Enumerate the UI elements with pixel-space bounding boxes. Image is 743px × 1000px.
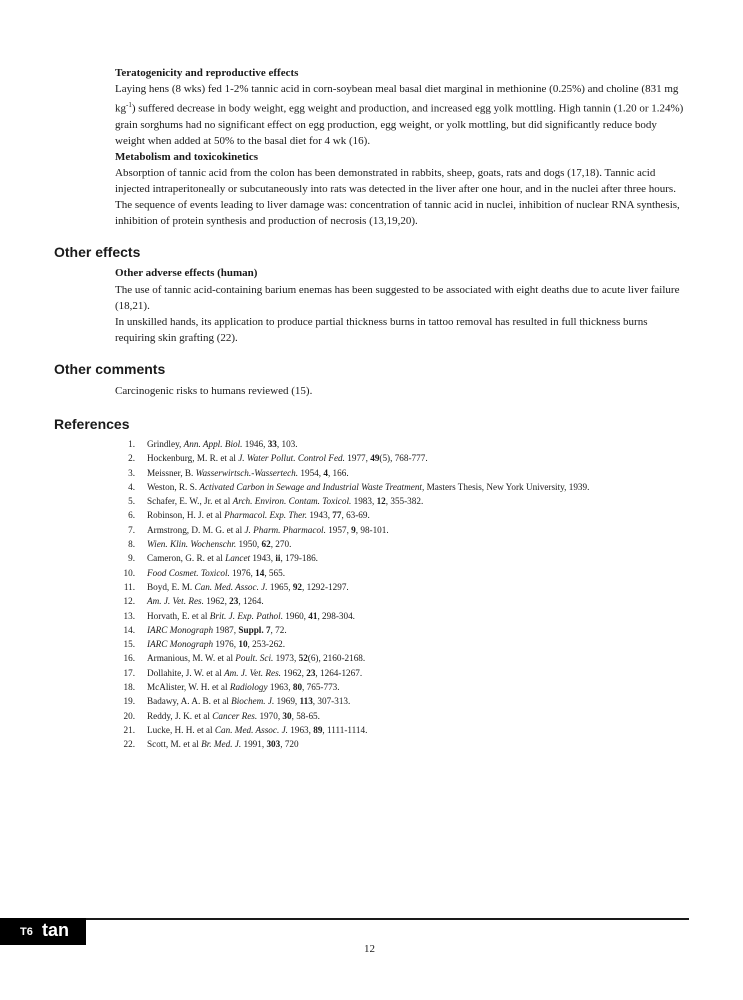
reference-text xyxy=(147,651,365,665)
reference-item xyxy=(115,637,715,651)
reference-item xyxy=(115,723,715,737)
reference-text xyxy=(147,709,320,723)
reference-number: 15. xyxy=(123,639,135,650)
reference-pages: , 765-773. xyxy=(302,682,340,693)
reference-year: 1954, xyxy=(298,467,324,478)
reference-authors: Badawy, A. A. B. et al xyxy=(147,696,232,707)
reference-journal: Poult. Sci. xyxy=(235,653,274,664)
reference-number: 19. xyxy=(123,696,135,707)
reference-number: 4. xyxy=(128,481,135,492)
reference-journal: Cancer Res. xyxy=(212,710,258,721)
reference-item xyxy=(115,566,715,580)
reference-journal: Food Cosmet. Toxicol. xyxy=(147,567,230,578)
reference-pages: , 1264-1267. xyxy=(315,667,363,678)
reference-text xyxy=(147,609,355,623)
reference-volume: 14 xyxy=(255,567,265,578)
reference-text xyxy=(147,694,350,708)
reference-text xyxy=(147,637,285,651)
reference-text xyxy=(147,623,287,637)
reference-pages: , 98-101. xyxy=(355,524,389,535)
teratogenicity-text-part1: Laying hens (8 wks) fed 1-2% tannic acid in corn-soybean meal basal diet marginal in methionine (0.25%) and choline (831 mg kg xyxy=(115,83,679,115)
reference-journal: Activated Carbon in Sewage and Industrial Waste Treatment, xyxy=(199,481,425,492)
reference-authors: Grindley, xyxy=(147,439,184,449)
reference-pages: , 72. xyxy=(270,624,287,635)
reference-number: 9. xyxy=(128,553,135,564)
reference-authors: Weston, R. S. xyxy=(147,481,200,492)
reference-authors: Dollahite, J. W. et al xyxy=(147,667,225,678)
reference-text xyxy=(147,494,423,508)
other-comments-heading: Other comments xyxy=(54,361,166,377)
reference-item xyxy=(115,537,715,551)
reference-item xyxy=(115,680,715,694)
reference-text xyxy=(147,551,318,565)
reference-number: 10. xyxy=(123,567,135,578)
metabolism-paragraph: Absorption of tannic acid from the colon has been demonstrated in rabbits, sheep, goats, rats and dogs (17,18). Tannic acid injected intraperitoneally or subcutaneously into rats was detected in the liver after one hour, and in the nuclei after three hours. The sequence of events leading to liver damage was: concentration of tannic acid in nuclei, inhibition of nuclear RNA synthesis, inhibition of protein synthesis and production of necrosis (13,19,20). xyxy=(115,167,680,227)
reference-pages: , 355-382. xyxy=(385,496,424,507)
reference-item xyxy=(115,466,715,480)
teratogenicity-superscript: -1 xyxy=(126,101,132,109)
reference-pages: , 1111-1114. xyxy=(322,724,368,735)
reference-volume: 52 xyxy=(298,653,308,664)
references-list xyxy=(115,437,715,752)
reference-volume: 303 xyxy=(266,739,281,750)
reference-year: 1969, xyxy=(274,696,300,707)
reference-pages: , 253-262. xyxy=(247,639,286,650)
reference-text xyxy=(147,437,298,451)
reference-pages: , 307-313. xyxy=(312,696,351,707)
reference-pages: , 720 xyxy=(280,739,299,750)
reference-item xyxy=(115,551,715,565)
references-heading: References xyxy=(54,416,130,432)
reference-text xyxy=(147,451,428,465)
reference-journal: Am. J. Vet. Res. xyxy=(224,667,281,678)
reference-volume: 41 xyxy=(308,610,318,621)
reference-text xyxy=(147,594,264,608)
reference-item xyxy=(115,494,715,508)
reference-volume: 77 xyxy=(332,510,342,521)
reference-item xyxy=(115,666,715,680)
reference-journal: Wien. Klin. Wochenschr. xyxy=(147,539,237,550)
reference-volume: Suppl. 7 xyxy=(238,624,271,635)
reference-item xyxy=(115,651,715,665)
reference-year: 1962, xyxy=(203,596,230,607)
reference-number: 5. xyxy=(128,496,135,507)
reference-volume: 62 xyxy=(261,539,271,550)
reference-year: 1957, xyxy=(325,524,352,535)
reference-number: 13. xyxy=(123,610,135,621)
reference-text xyxy=(147,680,340,694)
reference-text xyxy=(147,737,299,751)
reference-authors: Cameron, G. R. et al xyxy=(147,553,226,564)
reference-item xyxy=(115,437,715,451)
reference-journal: Ann. Appl. Biol. xyxy=(183,439,243,449)
reference-item xyxy=(115,480,715,494)
reference-text xyxy=(147,580,349,594)
reference-text xyxy=(147,508,370,522)
reference-pages: , 565. xyxy=(264,567,285,578)
reference-journal: Pharmacol. Exp. Ther. xyxy=(224,510,308,521)
other-effects-paragraph-1: The use of tannic acid-containing barium enemas has been suggested to be associated with eight deaths due to acute liver failure (18,21). xyxy=(115,284,680,312)
other-comments-paragraph: Carcinogenic risks to humans reviewed (15). xyxy=(115,385,313,397)
reference-journal: Am. J. Vet. Res. xyxy=(147,596,204,607)
reference-number: 20. xyxy=(123,710,135,721)
reference-pages: , 63-69. xyxy=(341,510,370,521)
reference-journal: Radiology xyxy=(229,682,268,693)
reference-number: 11. xyxy=(123,581,135,592)
reference-year: 1983, xyxy=(351,496,377,507)
reference-item xyxy=(115,594,715,608)
reference-year: 1962, xyxy=(280,667,307,678)
reference-volume: 23 xyxy=(229,596,239,607)
reference-volume: 49 xyxy=(370,453,380,464)
reference-pages: , 1292-1297. xyxy=(302,581,349,592)
reference-number: 2. xyxy=(128,453,135,464)
reference-pages: , 58-65. xyxy=(291,710,320,721)
reference-volume: 10 xyxy=(238,639,248,650)
reference-number: 3. xyxy=(128,467,135,478)
reference-number: 7. xyxy=(128,524,135,535)
reference-volume: 23 xyxy=(306,667,316,678)
teratogenicity-paragraph xyxy=(115,81,685,149)
other-effects-heading: Other effects xyxy=(54,244,141,260)
reference-journal: Lancet xyxy=(225,553,251,564)
reference-authors: Scott, M. et al xyxy=(147,739,202,750)
reference-year: 1976, xyxy=(229,567,256,578)
reference-year: 1987, xyxy=(213,624,239,635)
footer-word: tan xyxy=(42,920,69,940)
reference-authors: Hockenburg, M. R. et al xyxy=(147,453,239,464)
reference-item xyxy=(115,609,715,623)
reference-journal: Brit. J. Exp. Pathol. xyxy=(209,610,283,621)
reference-year: 1977, xyxy=(344,453,371,464)
reference-item xyxy=(115,737,715,751)
reference-year: 1943, xyxy=(250,553,276,564)
reference-item xyxy=(115,694,715,708)
reference-item xyxy=(115,523,715,537)
reference-volume: 4 xyxy=(323,467,328,478)
reference-journal: J. Pharm. Pharmacol. xyxy=(244,524,326,535)
reference-authors: Armstrong, D. M. G. et al xyxy=(147,524,245,535)
reference-number: 6. xyxy=(128,510,135,521)
reference-pages: , 179-186. xyxy=(280,553,318,564)
reference-authors: Robinson, H. J. et al xyxy=(147,510,225,521)
reference-number: 1. xyxy=(128,439,135,449)
page-number: 12 xyxy=(364,943,375,955)
reference-pages: , 298-304. xyxy=(317,610,355,621)
reference-pages: (5), 768-777. xyxy=(379,453,428,464)
reference-text xyxy=(147,480,589,494)
metabolism-heading: Metabolism and toxicokinetics xyxy=(115,151,258,163)
teratogenicity-text-part2: ) suffered decrease in body weight, egg weight and production, and increased egg yolk mottling. High tannin (1.20 or 1.24%) grain sorghums had no significant effect on egg production, egg weight, or yolk mottling, but did significantly reduce body weight when added at 50% to the basal diet for 4 wk (16). xyxy=(115,102,684,147)
reference-journal: Wasserwirtsch.-Wassertech. xyxy=(195,467,299,478)
reference-volume: 12 xyxy=(376,496,386,507)
reference-year: 1960, xyxy=(283,610,309,621)
reference-journal: Can. Med. Assoc. J. xyxy=(194,581,268,592)
reference-item xyxy=(115,623,715,637)
reference-volume: 33 xyxy=(267,439,277,449)
reference-item xyxy=(115,508,715,522)
reference-authors: Reddy, J. K. et al xyxy=(147,710,213,721)
reference-pages: , 103. xyxy=(276,439,298,449)
reference-volume: 92 xyxy=(292,581,303,592)
reference-text xyxy=(147,566,285,580)
reference-year: 1976, xyxy=(213,639,239,650)
reference-volume: 80 xyxy=(292,682,303,693)
reference-journal: IARC Monograph xyxy=(147,639,214,650)
reference-authors: Boyd, E. M. xyxy=(147,581,195,592)
reference-text xyxy=(147,466,349,480)
reference-number: 22. xyxy=(123,739,135,750)
footer-code: T6 xyxy=(20,926,33,938)
reference-volume: 30 xyxy=(282,710,292,721)
reference-year: 1973, xyxy=(273,653,299,664)
reference-journal: J. Water Pollut. Control Fed. xyxy=(238,453,345,464)
reference-authors: Schafer, E. W., Jr. et al xyxy=(147,496,233,507)
reference-year: 1963, xyxy=(287,724,314,735)
reference-year: 1991, xyxy=(241,739,267,750)
reference-number: 14. xyxy=(123,624,135,635)
reference-pages: (6), 2160-2168. xyxy=(307,653,366,664)
reference-pages: , 270. xyxy=(270,539,292,550)
reference-year: 1946, xyxy=(242,439,268,449)
reference-journal: IARC Monograph xyxy=(147,624,214,635)
reference-authors: Armanious, M. W. et al xyxy=(147,653,236,664)
reference-text xyxy=(147,537,291,551)
reference-journal: Biochem. J. xyxy=(231,696,275,707)
reference-authors: Lucke, H. H. et al xyxy=(147,724,215,735)
reference-pages: , 1264. xyxy=(238,596,264,607)
reference-number: 12. xyxy=(123,596,135,607)
reference-year: 1963, xyxy=(267,682,293,693)
reference-item xyxy=(115,709,715,723)
reference-year: 1970, xyxy=(257,710,283,721)
reference-journal: Can. Med. Assoc. J. xyxy=(214,724,288,735)
reference-volume: 9 xyxy=(351,524,356,535)
reference-journal: Br. Med. J. xyxy=(201,739,242,750)
reference-number: 16. xyxy=(123,653,135,664)
reference-number: 8. xyxy=(128,539,135,550)
reference-text xyxy=(147,723,367,737)
footer-tab xyxy=(0,918,86,945)
reference-year: 1965, xyxy=(267,581,293,592)
reference-number: 17. xyxy=(123,667,135,678)
reference-year: Masters Thesis, New York University, 1939. xyxy=(424,481,590,492)
reference-year: 1943, xyxy=(307,510,333,521)
reference-item xyxy=(115,451,715,465)
reference-number: 18. xyxy=(123,682,135,693)
reference-pages: , 166. xyxy=(327,467,349,478)
teratogenicity-heading: Teratogenicity and reproductive effects xyxy=(115,67,299,79)
other-effects-paragraph-2: In unskilled hands, its application to produce partial thickness burns in tattoo removal has resulted in full thickness burns requiring skin grafting (22). xyxy=(115,316,648,344)
reference-journal: Arch. Environ. Contam. Toxicol. xyxy=(232,496,352,507)
reference-number: 21. xyxy=(123,724,135,735)
reference-item xyxy=(115,580,715,594)
reference-year: 1950, xyxy=(236,539,262,550)
reference-volume: 113 xyxy=(299,696,313,707)
reference-text xyxy=(147,523,389,537)
reference-authors: Meissner, B. xyxy=(147,467,196,478)
other-adverse-effects-heading: Other adverse effects (human) xyxy=(115,267,258,279)
reference-volume: 89 xyxy=(313,724,323,735)
reference-text xyxy=(147,666,362,680)
reference-authors: McAlister, W. H. et al xyxy=(147,682,230,693)
footer-rule xyxy=(86,918,689,920)
reference-authors: Horvath, E. et al xyxy=(147,610,210,621)
reference-volume: ii xyxy=(275,553,281,564)
